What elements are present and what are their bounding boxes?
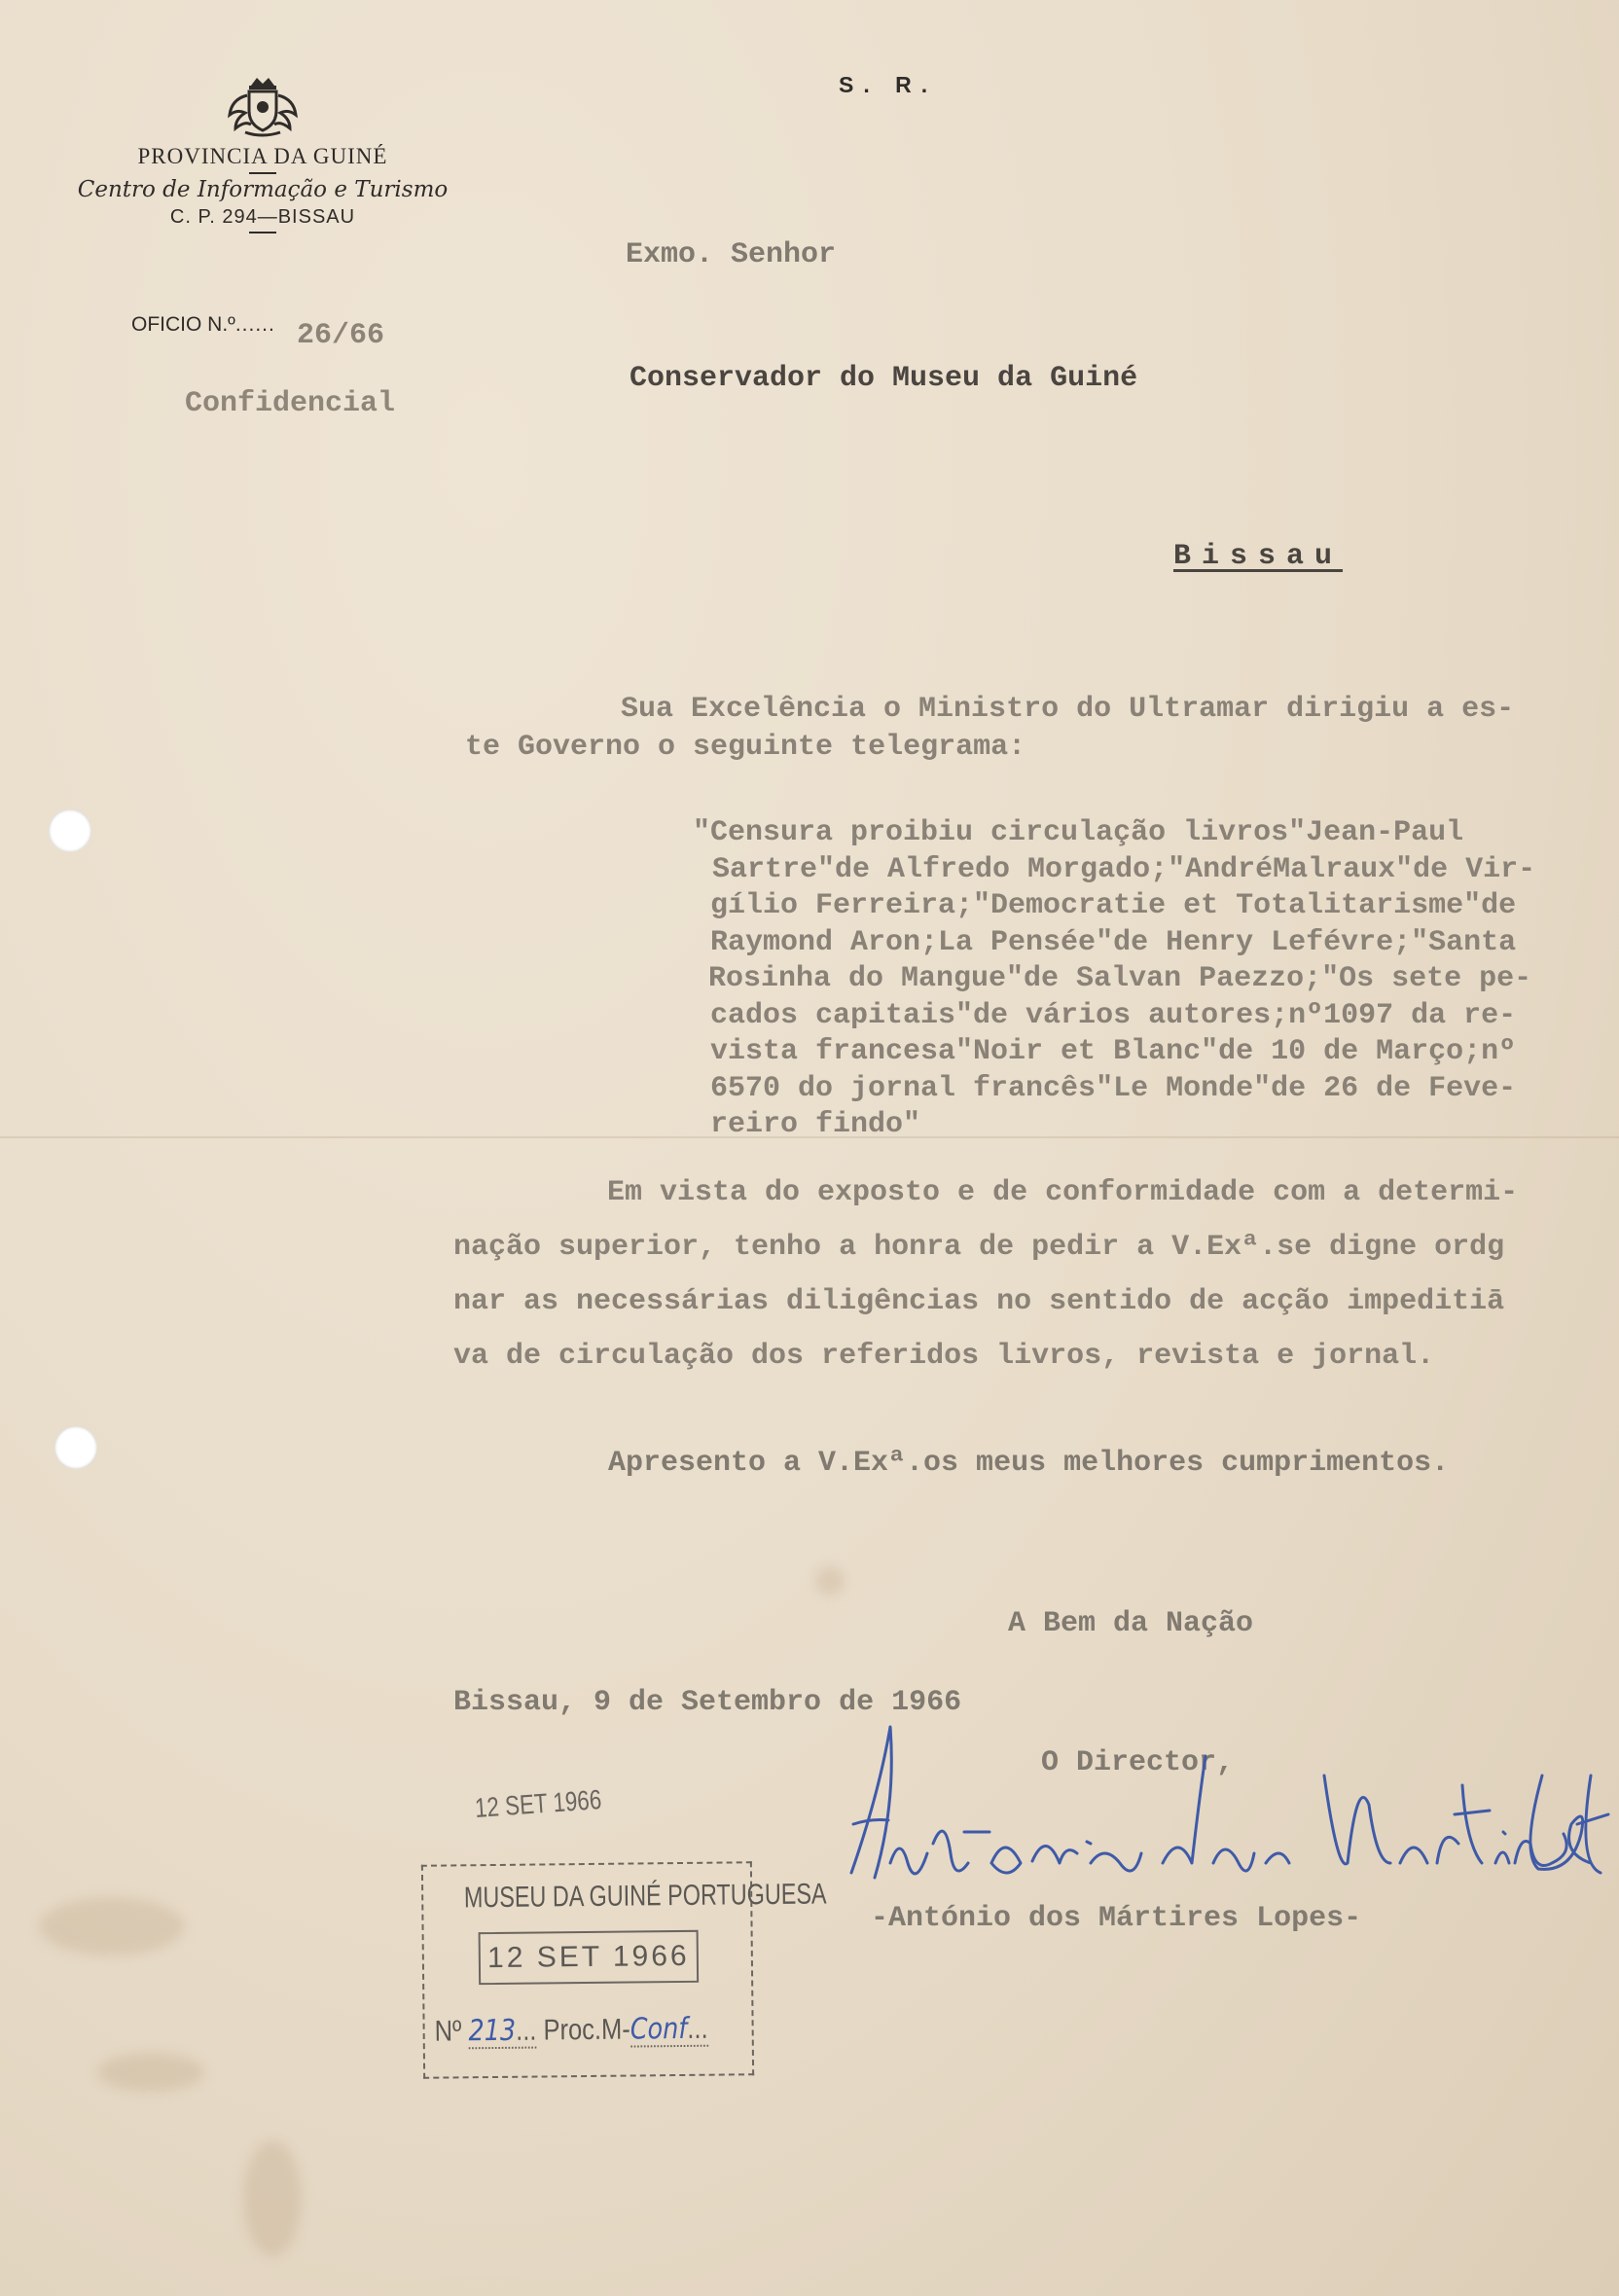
stamp-no-value: 213 <box>468 2013 517 2049</box>
handwritten-signature <box>832 1717 1610 1917</box>
classification: Confidencial <box>185 387 396 420</box>
telegram-line: Raymond Aron;La Pensée"de Henry Lefévre;"Santa <box>710 925 1517 959</box>
paper-stain <box>815 1566 845 1596</box>
stamp-registry: Nº 213... Proc.M-Conf... <box>434 2011 708 2049</box>
closing-line: Apresento a V.Exª.os meus melhores cumprimentos. <box>608 1447 1450 1480</box>
oficio-label: OFICIO N.º...... <box>131 313 275 336</box>
coat-of-arms-icon <box>224 76 302 138</box>
paper-stain <box>97 2053 204 2092</box>
telegram-line: Rosinha do Mangue"de Salvan Paezzo;"Os sete pe- <box>708 962 1532 995</box>
province-name: PROVINCIA DA GUINÉ <box>137 144 388 168</box>
telegram-line: gílio Ferreira;"Democratie et Totalitarisme"de <box>710 889 1517 922</box>
request-line: Em vista do exposto e de conformidade com a determi- <box>607 1176 1519 1209</box>
telegram-line: "Censura proibiu circulação livros"Jean-Paul <box>693 816 1464 849</box>
stamp-no-label: Nº <box>434 2015 462 2048</box>
header-mark: S. R. <box>839 72 938 97</box>
signatory-role: O Director, <box>1041 1746 1235 1779</box>
motto: A Bem da Nação <box>1008 1607 1254 1640</box>
telegram-line: cados capitais"de vários autores;nº1097 da re- <box>710 998 1517 1032</box>
centre-name: Centro de Informação e Turismo <box>77 177 449 202</box>
letterhead <box>68 76 457 236</box>
museum-reception-stamp <box>421 1861 827 2079</box>
signatory-typed-name: -António dos Mártires Lopes- <box>871 1902 1362 1935</box>
oficio-number: 26/66 <box>297 319 385 352</box>
stamp-proc-value: Conf <box>630 2011 688 2047</box>
divider <box>249 232 276 233</box>
request-line: nação superior, tenho a honra de pedir a V.Exª.se digne ordg <box>453 1231 1505 1264</box>
date-stamp: 12 SET 1966 <box>474 1783 603 1823</box>
telegram-line: vista francesa"Noir et Blanc"de 10 de Março;nº <box>710 1035 1517 1068</box>
telegram-line: Sartre"de Alfredo Morgado;"AndréMalraux"de Vir- <box>712 852 1536 886</box>
request-line: va de circulação dos referidos livros, revista e jornal. <box>453 1340 1435 1373</box>
signature-drawing <box>832 1717 1610 1912</box>
stamp-received-date: 12 SET 1966 <box>479 1930 700 1985</box>
intro-line-2: te Governo o seguinte telegrama: <box>465 731 1026 764</box>
divider <box>249 172 276 174</box>
stamp-museum-name: MUSEU DA GUINÉ PORTUGUESA <box>463 1878 827 1915</box>
intro-paragraph <box>465 691 1514 767</box>
paper-stain <box>39 1897 185 1955</box>
place-date: Bissau, 9 de Setembro de 1966 <box>453 1686 962 1719</box>
punch-hole <box>54 1426 97 1469</box>
telegram-line: 6570 do jornal francês"Le Monde"de 26 de Feve- <box>710 1071 1517 1105</box>
intro-line-1: Sua Excelência o Ministro do Ultramar dirigiu a es- <box>621 693 1515 726</box>
request-line: nar as necessárias diligências no sentido de acção impeditiā <box>453 1285 1505 1318</box>
stamp-proc-label: Proc.M- <box>543 2013 630 2047</box>
paper-stain <box>243 2140 302 2257</box>
telegram-line: reiro findo" <box>710 1108 921 1141</box>
addressee-place: Bissau <box>1173 540 1344 573</box>
salutation: Exmo. Senhor <box>626 238 837 271</box>
addressee-title: Conservador do Museu da Guiné <box>630 362 1138 395</box>
postal-address: C. P. 294—BISSAU <box>169 206 356 228</box>
telegram-quote <box>693 815 1535 1144</box>
punch-hole <box>49 809 91 852</box>
request-paragraph <box>453 1166 1518 1383</box>
